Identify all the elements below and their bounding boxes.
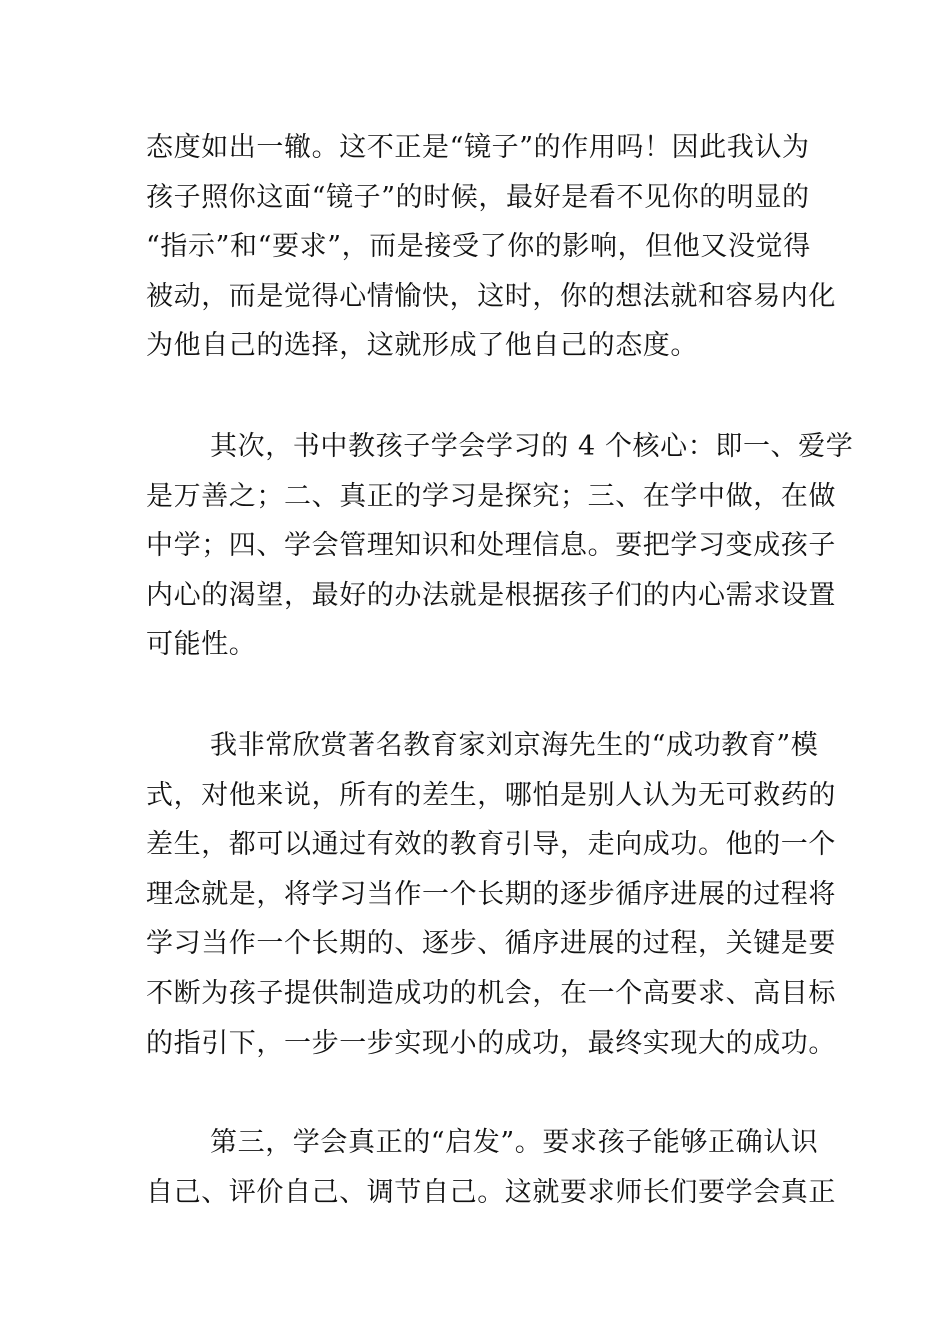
paragraph-1-line-2: 孩子照你这面“镜子”的时候，最好是看不见你的明显的	[146, 182, 810, 213]
paragraph-2-line-1: 其次，书中教孩子学会学习的 4 个核心：即一、爱学	[210, 431, 854, 462]
paragraph-4-line-1: 第三，学会真正的“启发”。要求孩子能够正确认识	[210, 1127, 819, 1158]
paragraph-3-line-1: 我非常欣赏著名教育家刘京海先生的“成功教育”模	[210, 730, 819, 761]
paragraph-3-line-7: 的指引下，一步一步实现小的成功，最终实现大的成功。	[146, 1028, 836, 1059]
paragraph-2-line-5: 可能性。	[146, 629, 257, 660]
paragraph-1-line-4: 被动，而是觉得心情愉快，这时，你的想法就和容易内化	[146, 281, 836, 312]
paragraph-1-line-1: 态度如出一辙。这不正是“镜子”的作用吗！因此我认为	[146, 132, 810, 163]
paragraph-4-line-2: 自己、评价自己、调节自己。这就要求师长们要学会真正	[146, 1177, 836, 1208]
paragraph-3-line-2: 式，对他来说，所有的差生，哪怕是别人认为无可救药的	[146, 780, 836, 811]
paragraph-2-line-4: 内心的渴望，最好的办法就是根据孩子们的内心需求设置	[146, 580, 836, 611]
paragraph-2-line-2: 是万善之；二、真正的学习是探究；三、在学中做，在做	[146, 481, 836, 512]
paragraph-3-line-4: 理念就是，将学习当作一个长期的逐步循序进展的过程将	[146, 879, 836, 910]
paragraph-3-line-3: 差生，都可以通过有效的教育引导，走向成功。他的一个	[146, 829, 836, 860]
paragraph-1-line-5: 为他自己的选择，这就形成了他自己的态度。	[146, 330, 698, 361]
paragraph-3-line-5: 学习当作一个长期的、逐步、循序进展的过程，关键是要	[146, 928, 836, 959]
paragraph-3-line-6: 不断为孩子提供制造成功的机会，在一个高要求、高目标	[146, 978, 836, 1009]
paragraph-2-line-3: 中学；四、学会管理知识和处理信息。要把学习变成孩子	[146, 530, 836, 561]
paragraph-1-line-3: “指示”和“要求”，而是接受了你的影响，但他又没觉得	[146, 231, 811, 262]
